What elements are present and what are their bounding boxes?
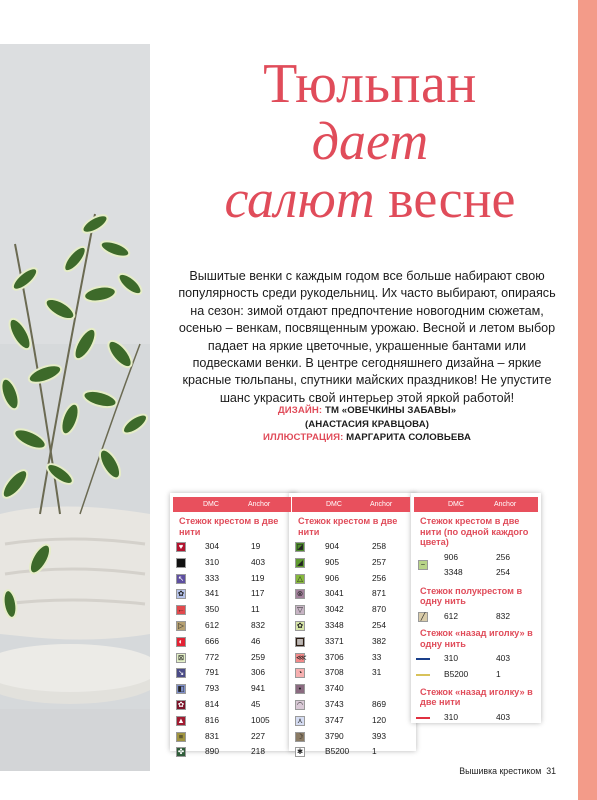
key-row [173, 618, 291, 634]
dmc-code: 3706 [325, 651, 344, 662]
dmc-code: B5200 [325, 746, 350, 757]
pattern-symbol-icon: ◐ [176, 637, 186, 647]
dmc-code: 304 [205, 541, 219, 551]
cross-two-colors-rows [414, 550, 538, 582]
design-label: ДИЗАЙН: [277, 405, 323, 416]
pattern-symbol-icon: ◠ [296, 699, 304, 709]
key-row [292, 634, 410, 650]
key-row [173, 571, 291, 587]
design-value-2: (АНАСТАСИЯ КРАВЦОВА) [304, 418, 430, 430]
backstitch-line-icon [416, 658, 430, 660]
anchor-code: 117 [251, 588, 265, 599]
dmc-code: 831 [205, 730, 219, 741]
key-row [292, 744, 410, 760]
anchor-code: 1 [372, 746, 377, 757]
pattern-symbol-icon: ▽ [295, 605, 305, 615]
dmc-code: 906 [325, 572, 339, 583]
pattern-symbol-icon: ◧ [177, 684, 185, 694]
anchor-code: 254 [372, 619, 386, 630]
credit-design [172, 404, 562, 418]
key-row: 906 256 [444, 551, 510, 562]
dmc-code: 772 [205, 651, 219, 662]
dmc-code: 3790 [325, 730, 344, 741]
anchor-header: Anchor [248, 501, 271, 508]
dmc-code: 816 [205, 714, 219, 725]
backstitch-one-title: Стежок «назад иголку» в одну нить [420, 628, 533, 649]
key-column-1 [173, 497, 291, 760]
key-row: ╱ 612 832 [414, 609, 538, 625]
key-row [292, 539, 410, 555]
dmc-code: 3740 [325, 683, 344, 694]
key-row: B5200 1 [414, 667, 538, 683]
pattern-symbol-icon: ▲ [177, 715, 185, 725]
backstitch-line-icon [416, 674, 430, 676]
key-row: 310 403 [414, 710, 538, 726]
anchor-code: 256 [372, 572, 386, 583]
key-row [173, 602, 291, 618]
pattern-symbol-icon: ⊗ [296, 589, 304, 599]
anchor-code: 403 [251, 556, 265, 567]
title-line-3 [170, 170, 570, 228]
pattern-symbol-icon: ↘ [177, 668, 185, 678]
pattern-symbol-icon: • [295, 684, 305, 694]
key-row [173, 665, 291, 681]
pattern-symbol-icon: ▷ [176, 621, 186, 631]
design-value: ТМ «ОВЕЧКИНЫ ЗАБАВЫ» [324, 405, 457, 416]
cross-two-colors-title: Стежок крестом в две нити (по одной каждого цвета) [420, 516, 529, 547]
key-row [292, 650, 410, 666]
dmc-code: 612 [205, 619, 219, 630]
key-header [414, 497, 538, 512]
magazine-name: Вышивка крестиком [459, 766, 542, 776]
page-footer [459, 766, 556, 776]
anchor-code: 257 [372, 556, 386, 567]
key-row [173, 634, 291, 650]
dmc-code: 791 [205, 667, 219, 678]
dmc-code: 310 [205, 556, 219, 567]
pattern-symbol-icon: ← [177, 605, 185, 615]
key-row [292, 729, 410, 745]
article-title [170, 53, 570, 229]
dmc-code: 904 [325, 541, 339, 551]
key-row [173, 555, 291, 571]
anchor-code: 33 [372, 651, 382, 662]
anchor-code: 259 [251, 651, 265, 662]
anchor-header: Anchor [370, 501, 393, 508]
dmc-code: 3747 [325, 714, 344, 725]
dmc-code: 666 [205, 635, 219, 646]
anchor-code: 11 [251, 604, 260, 615]
anchor-code: 120 [372, 714, 386, 725]
plant-photo [0, 44, 150, 771]
backstitch-two-title: Стежок «назад иголку» в две нити [420, 686, 533, 708]
anchor-code: 832 [251, 619, 265, 630]
backstitch-line-icon [416, 717, 430, 719]
pattern-symbol-icon: ✿ [296, 620, 304, 630]
key-row [173, 586, 291, 602]
anchor-code: 869 [372, 698, 386, 709]
dmc-code: 814 [205, 698, 219, 709]
key-row [173, 729, 291, 745]
key-column-2 [292, 497, 410, 760]
anchor-code: 218 [251, 746, 265, 757]
anchor-code: 941 [251, 683, 265, 694]
anchor-code: 870 [372, 604, 386, 615]
pattern-symbol-icon: ▦ [296, 636, 304, 646]
key-row [292, 618, 410, 634]
anchor-code: 258 [372, 541, 386, 551]
credits-block [172, 404, 562, 445]
title-line-3-rest: весне [374, 169, 516, 229]
dmc-code: 905 [325, 556, 339, 567]
key-rows [292, 539, 410, 760]
key-row [173, 650, 291, 666]
anchor-code: 46 [251, 635, 261, 646]
pattern-symbol-icon: ☽ [296, 731, 304, 741]
anchor-code: 871 [372, 588, 386, 599]
key-row [292, 665, 410, 681]
anchor-header: Anchor [494, 501, 517, 508]
anchor-code: 382 [372, 635, 386, 646]
pattern-symbol-icon: ⋏ [295, 716, 305, 726]
section-title: Стежок крестом в две нити [179, 516, 279, 537]
pattern-symbol-icon: ◪ [296, 542, 304, 551]
pattern-symbol-icon: ≡ [176, 732, 186, 742]
key-row: 3348 254 [444, 567, 510, 578]
dmc-code: 793 [205, 683, 219, 694]
dmc-code: 3708 [325, 667, 344, 678]
dmc-code: 341 [205, 588, 219, 599]
anchor-code: 1005 [251, 714, 270, 725]
watermark: PassionForum.ru [507, 781, 576, 791]
key-row [173, 697, 291, 713]
key-row [292, 555, 410, 571]
key-row [292, 697, 410, 713]
pattern-symbol-icon: ⋘ [296, 652, 307, 662]
pattern-symbol-icon: − [418, 560, 428, 570]
dmc-code: 3041 [325, 588, 344, 599]
anchor-code: 19 [251, 541, 261, 551]
key-row [292, 571, 410, 587]
pattern-symbol-icon: ✿ [177, 589, 185, 599]
anchor-code: 45 [251, 698, 261, 709]
pattern-symbol-icon: ✿ [177, 699, 185, 709]
dmc-code: 3743 [325, 698, 344, 709]
page-number: 31 [546, 766, 556, 776]
key-header [173, 497, 291, 512]
intro-paragraph: Вышитые венки с каждым годом все больше набирают свою популярность среди рукодельниц. Их часто выбирают, опираясь на сезон: зимой отдают предпочтение новогодним сюжетам, осенью – венкам, посвященным урожаю. Весной и летом выбор падает на яркие цветочные, украшенные бантами или подвесками венки. В центре сегодняшнего дизайна – яркие красные тюльпаны, спутники майских праздников! Не упустите шанс украсить свой интерьер этой яркой работой! [178, 269, 556, 405]
dmc-header: DMC [326, 501, 342, 508]
pattern-symbol-icon: ⊠ [177, 652, 185, 662]
diagonal-stitch-icon: ╱ [418, 612, 428, 622]
key-rows [173, 539, 291, 760]
title-line-2: дает [311, 111, 429, 171]
pattern-symbol-icon [176, 558, 186, 568]
anchor-code: 393 [372, 730, 386, 741]
key-row [292, 602, 410, 618]
key-row [292, 586, 410, 602]
dmc-header: DMC [203, 501, 219, 508]
anchor-code: 306 [251, 667, 265, 678]
pattern-symbol-icon: △ [295, 574, 305, 584]
section-title: Стежок крестом в две нити [298, 516, 398, 537]
key-header [292, 497, 410, 512]
key-row [292, 681, 410, 697]
key-column-3 [414, 497, 538, 726]
key-row [173, 681, 291, 697]
pattern-symbol-icon: ♥ [176, 542, 186, 552]
credit-illustration [172, 431, 562, 445]
dmc-code: 333 [205, 572, 219, 583]
pattern-symbol-icon: ◢ [295, 558, 305, 568]
dmc-code: 3348 [325, 619, 344, 630]
page-edge-band [578, 0, 597, 800]
pattern-symbol-icon: ✱ [296, 747, 304, 757]
dmc-header: DMC [448, 501, 464, 508]
anchor-code: 227 [251, 730, 265, 741]
key-row [173, 744, 291, 760]
title-line-1: Тюльпан [263, 53, 477, 115]
key-row [173, 713, 291, 729]
anchor-code: 31 [372, 667, 382, 678]
anchor-code: 119 [251, 572, 265, 583]
key-row [173, 539, 291, 555]
pattern-symbol-icon: ↖ [177, 573, 185, 583]
dmc-code: 3042 [325, 604, 344, 615]
dmc-code: 890 [205, 746, 219, 757]
key-row [292, 713, 410, 729]
illus-label: ИЛЛЮСТРАЦИЯ: [263, 432, 344, 444]
dmc-code: 3371 [325, 635, 344, 646]
pattern-symbol-icon: ◔ [295, 668, 305, 678]
half-cross-title: Стежок полукрестом в одну нить [420, 585, 523, 606]
key-row: 310 403 [414, 651, 538, 667]
title-line-3-italic: салют [224, 169, 375, 229]
dmc-code: 350 [205, 604, 219, 615]
illus-value: МАРГАРИТА СОЛОВЬЕВА [346, 432, 471, 444]
pattern-symbol-icon: ✤ [177, 747, 185, 757]
